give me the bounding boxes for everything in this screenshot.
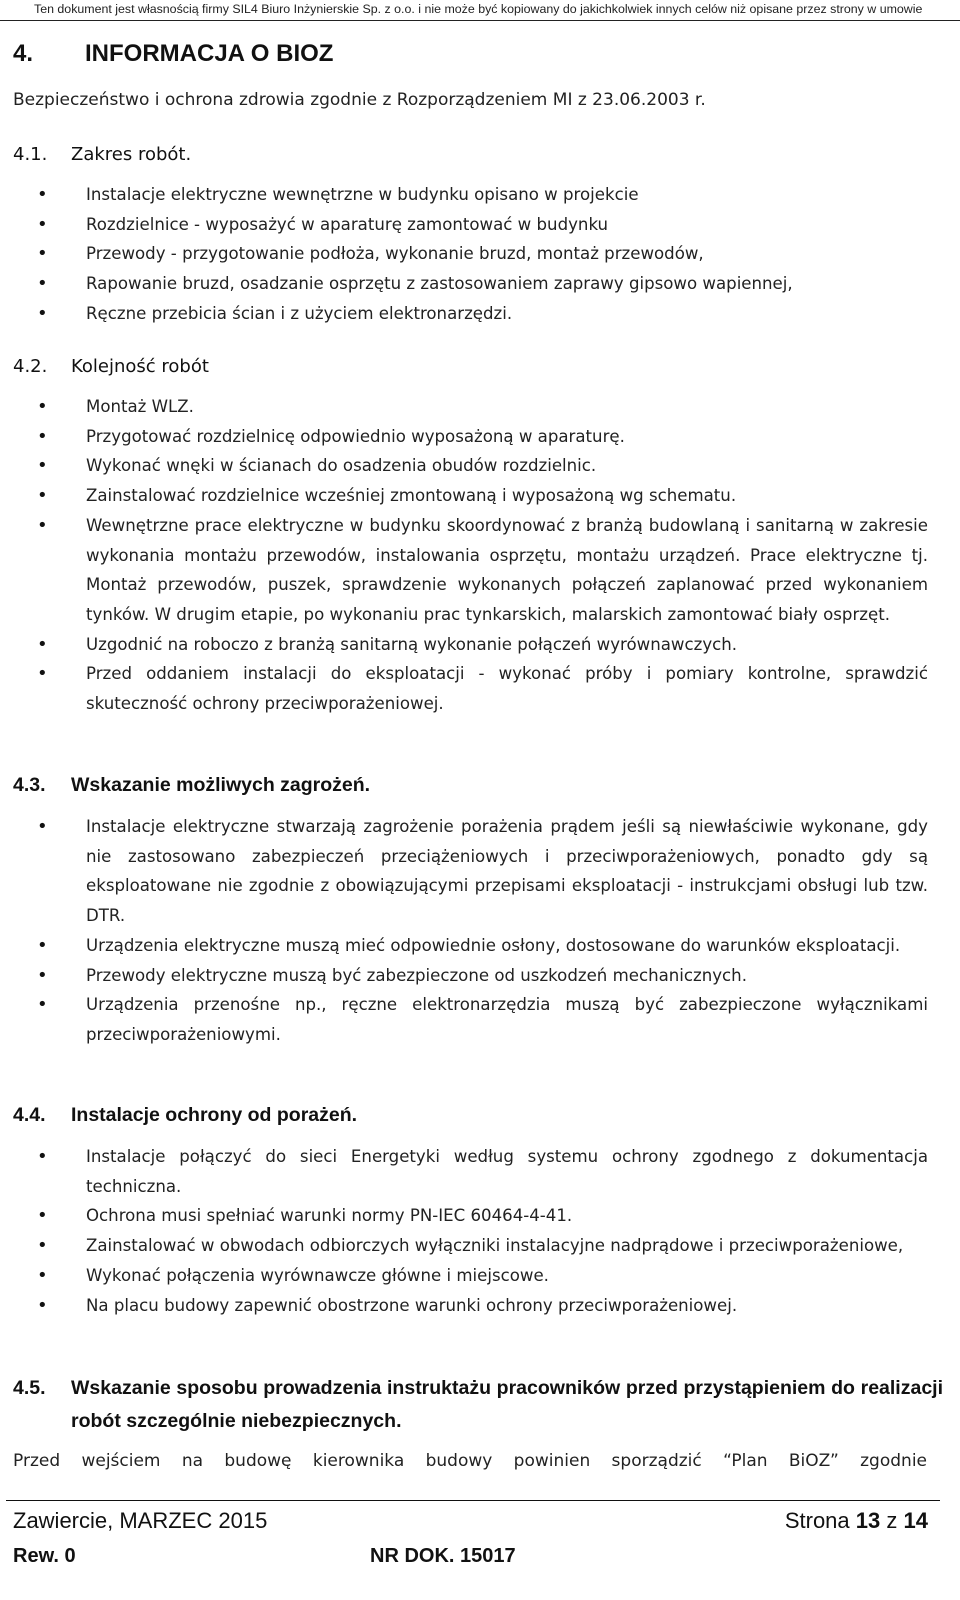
chapter-intro: Bezpieczeństwo i ochrona zdrowia zgodnie z Rozporządzeniem MI z 23.06.2003 r. bbox=[13, 90, 706, 110]
footer-location-date: Zawiercie, MARZEC 2015 bbox=[13, 1508, 268, 1533]
bullet-icon: • bbox=[37, 816, 48, 837]
bullet-icon: • bbox=[37, 514, 48, 536]
section-number: 4.5. bbox=[13, 1377, 46, 1399]
list-item: • Urządzenia przenośne np., ręczne elektronarzędzia muszą być zabezpieczone wyłącznikami przeciwporażeniowymi. bbox=[0, 990, 928, 1049]
chapter-title: INFORMACJA O BIOZ bbox=[85, 40, 334, 67]
ownership-notice: Ten dokument jest własnością firmy SIL4 Biuro Inżynierskie Sp. z o.o. i nie może być kopiowany do jakichkolwiek innych celów niż opisane przez strony w umowie bbox=[34, 2, 923, 16]
list-item: • Uzgodnić na roboczo z branżą sanitarną wykonanie połączeń wyrównawczych. bbox=[0, 630, 928, 660]
document-number: NR DOK. 15017 bbox=[370, 1545, 516, 1567]
bullet-icon: • bbox=[37, 1235, 48, 1257]
list-item: • Instalacje połączyć do sieci Energetyki według systemu ochrony zgodnego z dokumentacja techniczna. bbox=[0, 1142, 928, 1201]
section-list-4-3 bbox=[0, 812, 960, 1050]
list-item: • Przed oddaniem instalacji do eksploatacji - wykonać próby i pomiary kontrolne, sprawdzić skuteczność ochrony przeciwporażeniowej. bbox=[0, 659, 928, 718]
section-list-4-1 bbox=[0, 180, 960, 329]
revision-label: Rew. 0 bbox=[13, 1545, 76, 1567]
page-header bbox=[0, 0, 960, 21]
bullet-icon: • bbox=[37, 273, 48, 295]
list-item: • Urządzenia elektryczne muszą mieć odpowiednie osłony, dostosowane do warunków eksploatacji. bbox=[0, 931, 928, 961]
section-heading-4-2 bbox=[13, 356, 209, 377]
list-item: • Instalacje elektryczne stwarzają zagrożenie porażenia prądem jeśli są niewłaściwie wykonane, gdy nie zastosowano zabezpieczeń przeciążeniowych i przeciwporażeniowych, ponadto gdy są eksploatowane nie zgodnie z obowiązującymi przepisami eksploatacji - instrukcjami obsługi lub tzw. DTR. bbox=[0, 812, 928, 931]
list-item: • Wewnętrzne prace elektryczne w budynku skoordynować z branżą budowlaną i sanitarną w zakresie wykonania montażu przewodów, instalowania osprzętu, montażu urządzeń. Prace elektryczne tj. Montaż przewodów, puszek, sprawdzenie wykonanych połączeń zaplanować przed wykonaniem tynków. W drugim etapie, po wykonaniu prac tynkarskich, malarskich zamontować biały osprzęt. bbox=[0, 511, 928, 630]
chapter-number: 4. bbox=[13, 40, 34, 67]
bullet-icon: • bbox=[37, 1294, 48, 1316]
page-current: 13 bbox=[855, 1508, 881, 1533]
chapter-heading bbox=[13, 40, 333, 68]
list-item: • Montaż WLZ. bbox=[0, 392, 928, 422]
section-title: Wskazanie możliwych zagrożeń. bbox=[71, 774, 371, 796]
section-list-4-2 bbox=[0, 392, 960, 719]
list-item: • Instalacje elektryczne wewnętrzne w budynku opisano w projekcie bbox=[0, 180, 928, 210]
bullet-icon: • bbox=[37, 1264, 48, 1286]
bullet-icon: • bbox=[37, 1146, 48, 1167]
bullet-icon: • bbox=[37, 455, 48, 477]
section-number: 4.3. bbox=[13, 774, 46, 796]
bullet-icon: • bbox=[37, 964, 48, 986]
list-item: • Ochrona musi spełniać warunki normy PN-IEC 60464-4-41. bbox=[0, 1201, 928, 1231]
footer-page-indicator bbox=[785, 1508, 928, 1534]
page-separator: z bbox=[886, 1508, 898, 1533]
section-number: 4.1. bbox=[13, 144, 48, 165]
section-heading-4-4 bbox=[13, 1104, 357, 1127]
footer-divider bbox=[6, 1500, 940, 1501]
section-heading-4-1 bbox=[13, 144, 191, 165]
bullet-icon: • bbox=[37, 184, 48, 205]
section-title: Zakres robót. bbox=[71, 144, 192, 165]
section-number: 4.4. bbox=[13, 1104, 46, 1126]
list-item: • Ręczne przebicia ścian i z użyciem elektronarzędzi. bbox=[0, 299, 928, 329]
bullet-icon: • bbox=[37, 302, 48, 324]
list-item: • Rozdzielnice - wyposażyć w aparaturę zamontować w budynku bbox=[0, 210, 928, 240]
section-list-4-4 bbox=[0, 1142, 960, 1320]
page-total: 14 bbox=[903, 1508, 928, 1533]
bullet-icon: • bbox=[37, 425, 48, 447]
list-item: • Zainstalować rozdzielnice wcześniej zmontowaną i wyposażoną wg schematu. bbox=[0, 481, 928, 511]
section-title: Instalacje ochrony od porażeń. bbox=[71, 1104, 358, 1126]
section-number: 4.2. bbox=[13, 356, 48, 377]
bullet-icon: • bbox=[37, 396, 48, 417]
page-label: Strona bbox=[784, 1508, 850, 1533]
bullet-icon: • bbox=[37, 633, 48, 655]
section-title: Kolejność robót bbox=[71, 356, 209, 377]
list-item: • Przewody elektryczne muszą być zabezpieczone od uszkodzeń mechanicznych. bbox=[0, 961, 928, 991]
bullet-icon: • bbox=[37, 213, 48, 235]
section-heading-4-3 bbox=[13, 774, 370, 797]
list-item: • Rapowanie bruzd, osadzanie osprzętu z zastosowaniem zaprawy gipsowo wapiennej, bbox=[0, 269, 928, 299]
bullet-icon: • bbox=[37, 663, 48, 685]
list-item: • Na placu budowy zapewnić obostrzone warunki ochrony przeciwporażeniowej. bbox=[0, 1291, 928, 1321]
list-item: • Przygotować rozdzielnicę odpowiednio wyposażoną w aparaturę. bbox=[0, 422, 928, 452]
bullet-icon: • bbox=[37, 243, 48, 265]
bullet-icon: • bbox=[37, 934, 48, 956]
section-heading-4-5 bbox=[13, 1372, 943, 1438]
section-title: Wskazanie sposobu prowadzenia instruktażu pracowników przed przystąpieniem do realizacji robót szczególnie niebezpiecznych. bbox=[71, 1377, 943, 1432]
list-item: • Wykonać połączenia wyrównawcze główne i miejscowe. bbox=[0, 1261, 928, 1291]
list-item: • Przewody - przygotowanie podłoża, wykonanie bruzd, montaż przewodów, bbox=[0, 239, 928, 269]
bullet-icon: • bbox=[37, 994, 48, 1016]
list-item: • Wykonać wnęki w ścianach do osadzenia obudów rozdzielnic. bbox=[0, 451, 928, 481]
bullet-icon: • bbox=[37, 1205, 48, 1227]
closing-paragraph: Przed wejściem na budowę kierownika budowy powinien sporządzić “Plan BiOZ” zgodnie bbox=[13, 1451, 927, 1471]
list-item: • Zainstalować w obwodach odbiorczych wyłączniki instalacyjne nadprądowe i przeciwporażeniowe, bbox=[0, 1231, 928, 1261]
bullet-icon: • bbox=[37, 485, 48, 507]
